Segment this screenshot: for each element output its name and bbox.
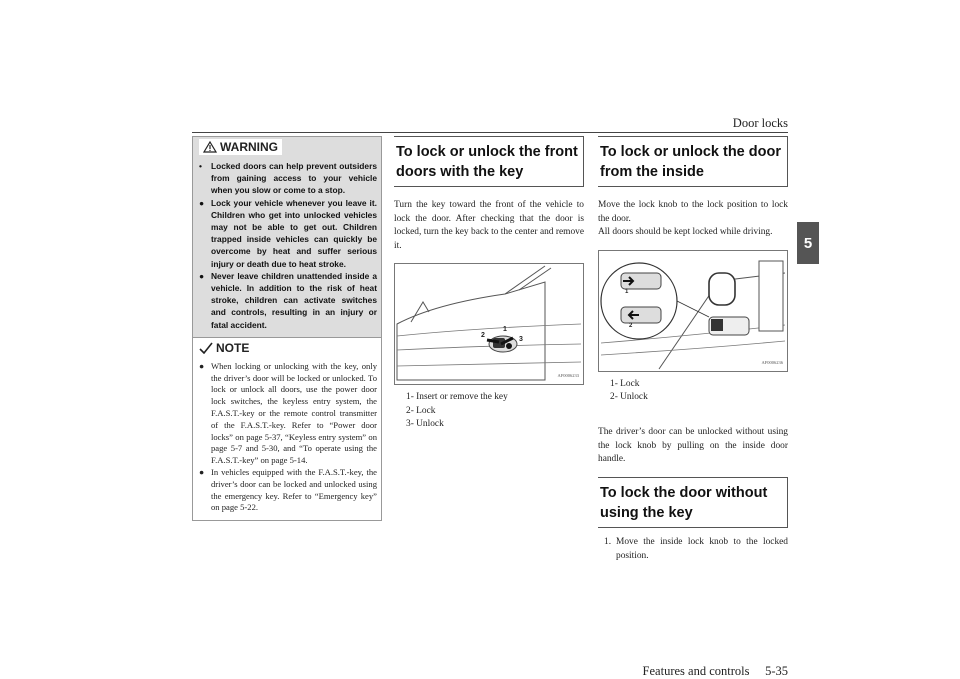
figure-callout-1: 1 [625,288,629,295]
bullet-marker: • [199,161,202,171]
note-item-text: When locking or unlocking with the key, only the driver’s door will be locked or unlocked. To lock or unlock all doors, use the power door lock switches, the keyless entry system, the F.A.S.T.-key or the remote control transmitter of the F.A.S.T.-key. Refer to “Power door locks” on page 5-37, “Keyless entry system” on page 5-7 and 5-30, and “To operate using the F.A.S.T.-key” on page 5-14. [211,360,377,466]
figure-legend [598,378,788,404]
legend-item: 3- Unlock [406,418,444,429]
section-body: All doors should be kept locked while driving. [598,227,773,238]
legend-item: 1- Lock [610,378,640,389]
warning-item [199,160,377,197]
note-box [193,338,381,520]
section-body: The driver’s door can be unlocked without using the lock knob by pulling on the inside door handle. [598,427,788,465]
door-knob-illustration [599,251,787,371]
bullet-marker: ● [199,467,205,478]
warning-item-text: Lock your vehicle whenever you leave it. Children who get into unlocked vehicles may not be able to get out. Children trapped inside vehicles can quickly be overcome by heat and suffer serious injury or death due to heat stroke. [211,197,377,269]
warning-item [199,197,377,270]
page-header-title: Door locks [732,116,788,130]
note-item [199,361,377,467]
page-footer: Features and controls 5-35 [642,664,788,678]
figure-callout-1: 1 [503,326,507,334]
header-rule [192,132,788,133]
section-inside-column [598,136,788,563]
bullet-marker: ● [199,197,205,208]
section-key-column [394,136,584,431]
warning-box [193,137,381,338]
note-badge [199,340,253,356]
door-knob-figure [598,250,788,372]
legend-item: 2- Lock [406,405,436,416]
section-heading: To lock the door without using the key [598,477,788,528]
note-item-text: In vehicles equipped with the F.A.S.T.-key, the driver’s door can be locked and unlocked using the emergency key. Refer to “Emergency key” on page 5-22. [211,467,377,513]
figure-callout-2: 2 [629,322,633,329]
warning-item [199,270,377,331]
section-heading: To lock or unlock the front doors with the key [394,136,584,187]
legend-item: 1- Insert or remove the key [406,392,508,403]
warning-item-text: Locked doors can help prevent outsiders from gaining access to your vehicle when you slow or come to a stop. [211,161,377,196]
pencil-check-icon [199,342,213,354]
bullet-marker: ● [199,360,205,371]
section-body: Move the lock knob to the lock position to lock the door. [598,200,788,224]
figure-callout-2: 2 [481,332,485,340]
figure-callout-3: 3 [519,336,523,344]
numbered-step [598,536,788,563]
warning-badge [199,139,282,155]
section-heading: To lock or unlock the door from the inside [598,136,788,187]
figure-code: AF0006233 [557,373,579,379]
bullet-marker: ● [199,270,205,281]
step-text: Move the inside lock knob to the locked position. [616,536,788,561]
step-number: 1. [604,536,612,547]
note-item [199,467,377,514]
warning-triangle-icon [203,141,217,153]
warning-item-text: Never leave children unattended inside a vehicle. In addition to the risk of heat stroke, children can activate switches and controls, resulting in an injury or fatal accident. [211,270,377,330]
section-body: Turn the key toward the front of the vehicle to lock the door. After checking that the door is locked, turn the key back to the center and remove it. [394,200,584,251]
warning-note-column [192,136,382,521]
note-label: NOTE [216,340,250,355]
door-key-figure [394,263,584,385]
figure-legend [394,391,584,431]
warning-label: WARNING [220,140,278,154]
figure-code: AF0006236 [761,359,783,365]
door-key-illustration [395,264,583,384]
legend-item: 2- Unlock [610,391,648,402]
chapter-tab: 5 [797,222,819,264]
